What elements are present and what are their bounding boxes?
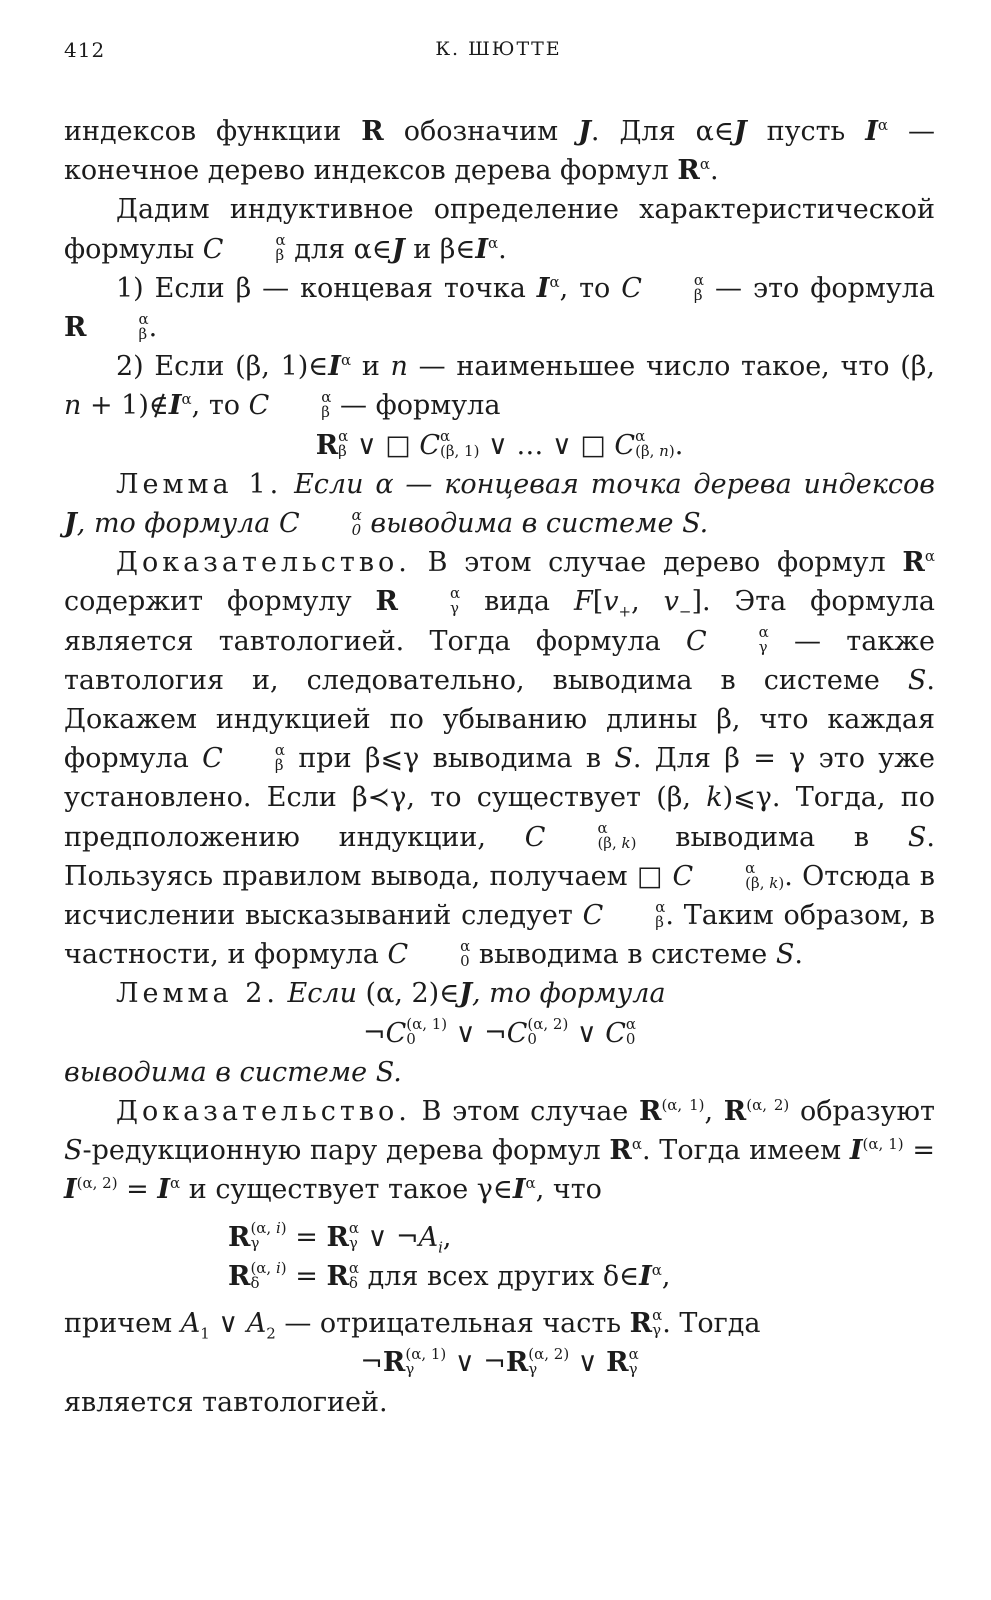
formula-4: R (α, i) δ = R α δ для всех других $\delta\in I^\alpha$, xyxy=(228,1258,671,1292)
lemma-2-label: Лемма 2. xyxy=(116,978,279,1010)
formula-3: R (α, i) γ = R α γ ∨ $\neg A_i$, xyxy=(228,1219,452,1257)
lemma-2: Лемма 2. Если (α, 2)∈J, то формула xyxy=(116,978,666,1010)
proof-1: Доказательство. В этом случае дерево формул $R^\alpha$ содержит формулу R α γ вида $F[v_+$, $v_-$]. Эта формула является тавтологией. Тогда формула C α γ — также тавтология и, следовательно, выводима в системе S. Докажем индукцией по убыванию длины β, что каждая формула C α β при β⩽γ выводима в S. Для β = γ это уже установлено. Если β≺γ, то существует (β, k)⩽γ. Тогда, по предположению индукции, C α (β, k) выводима в S. Пользуясь правилом вывода, получаем □ C α (β, k) . Отсюда в исчислении высказываний следует C α β . Таким образом, в частности, и формула C α 0 выводима в системе S. xyxy=(64,547,936,971)
page-body xyxy=(64,112,935,1422)
paragraph-5: причем $A_1$ ∨ $A_2$ — отрицательная часть R α γ . Тогда xyxy=(64,1305,761,1343)
formula-1: R α β ∨ □ C α (β, 1) ∨ … ∨ □ C α (β, n) . xyxy=(315,427,684,461)
paragraph-1: индексов функции R обозначим J. Для α∈J пусть $I^\alpha$ — конечное дерево индексов дерева формул $R^\alpha$. xyxy=(64,116,935,187)
paragraph-4: 2) Если (β, $1)\in I^\alpha$ и n — наименьшее число такое, что (β, $n + 1)\notin I^\alpha$, то C α β — формула xyxy=(64,351,935,422)
page-number: 412 xyxy=(64,38,106,62)
lemma-1-label: Лемма 1. xyxy=(116,468,283,500)
page-header xyxy=(64,38,933,72)
lemma-1: Лемма 1. Если α — концевая точка дерева индексов J, то формула C α 0 выводима в системе S. xyxy=(64,468,935,540)
paragraph-6: является тавтологией. xyxy=(64,1386,388,1418)
paragraph-2: Дадим индуктивное определение характеристической формулы C α β для α∈J и $\beta\in I^\alpha$. xyxy=(64,194,935,265)
paragraph-3: 1) Если β — концевая точка $I^\alpha$, то C α β — это формула R α β . xyxy=(64,270,936,344)
formula-5: ¬R (α, 1) γ ∨ ¬R (α, 2) γ ∨ R α γ xyxy=(360,1344,639,1379)
proof-2-label: Доказательство. xyxy=(116,1096,411,1128)
lemma-2-tail: выводима в системе S. xyxy=(64,1056,402,1088)
formula-2: ¬C (α, 1) 0 ∨ ¬C (α, 2) 0 ∨ C α 0 xyxy=(362,1015,637,1049)
proof-2: Доказательство. В этом случае $R^{(\alpha, 1)}$, $R^{(\alpha, 2)}$ образуют S-редукционную пару дерева формул $R^\alpha$. Тогда имеем $I^{(\alpha, 1)} = I^{(\alpha, 2)} = I^\alpha$ и существует такое $\gamma\in I^\alpha$, что xyxy=(64,1096,935,1206)
running-head: К. ШЮТТЕ xyxy=(435,38,562,60)
proof-1-label: Доказательство. xyxy=(116,547,411,579)
